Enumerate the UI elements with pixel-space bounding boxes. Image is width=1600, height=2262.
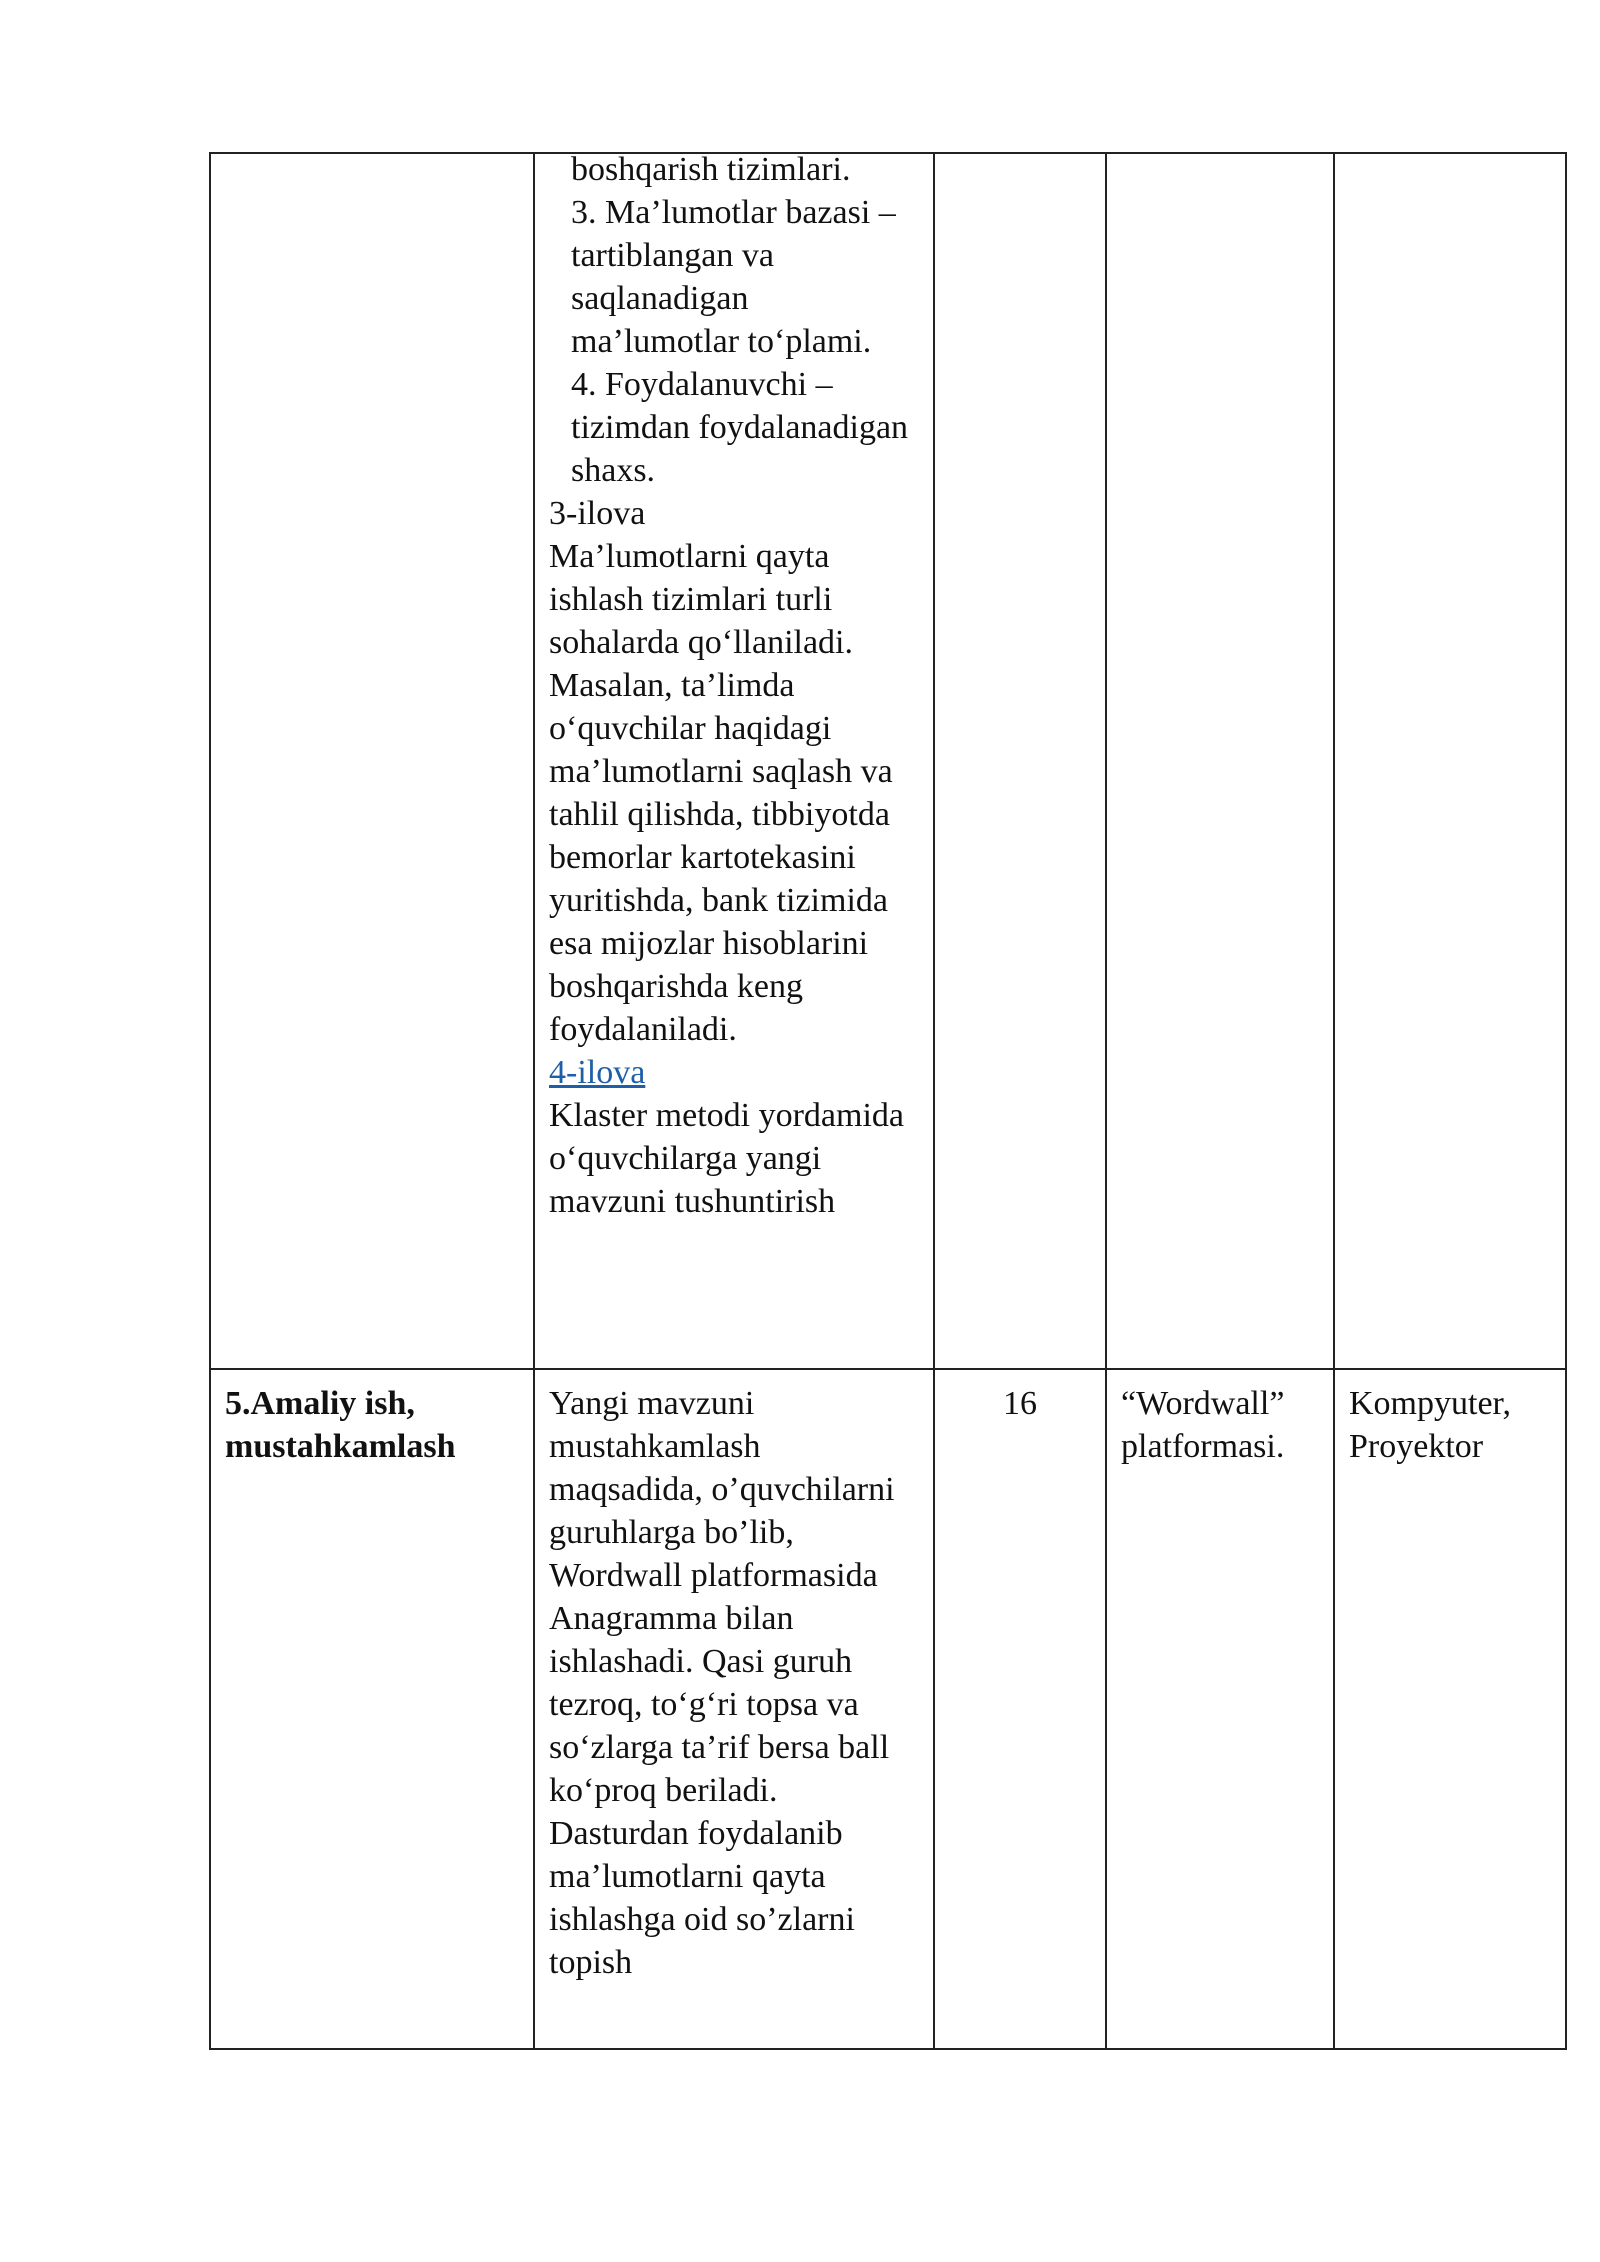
- time-cell: [934, 1369, 1106, 2049]
- appendix-4-text: Klaster metodi yordamida o‘quvchilarga yangi mavzuni tushuntirish: [549, 1097, 905, 1220]
- table-row-practice: [210, 1369, 1566, 2049]
- equipment-cell-empty: [1334, 153, 1566, 1369]
- appendix-3-text: Ma’lumotlarni qayta ishlash tizimlari turli sohalarda qo‘llaniladi. Masalan, ta’limda o‘quvchilar haqidagi ma’lumotlarni saqlash va tahlil qilishda, tibbiyotda bemorlar kartotekasini yuritishda, bank tizimida esa mijozlar hisoblarini boshqarishda keng foydalaniladi.: [549, 538, 893, 1048]
- method-text: “Wordwall” platformasi.: [1121, 1385, 1285, 1465]
- time-minutes: 16: [1003, 1385, 1037, 1422]
- method-cell-empty: [1106, 153, 1334, 1369]
- stage-cell: [210, 1369, 534, 2049]
- content-cell-continued: [534, 153, 934, 1369]
- list-item: 4. Foydalanuvchi – tizimdan foydalanadigan shaxs.: [571, 366, 909, 489]
- method-cell: [1106, 1369, 1334, 2049]
- activity-cell: [534, 1369, 934, 2049]
- table-row-continued: [210, 153, 1566, 1369]
- activity-text: Yangi mavzuni mustahkamlash maqsadida, o’quvchilarni guruhlarga bo’lib, Wordwall platformasida Anagramma bilan ishlashadi. Qasi guruh tezroq, to‘g‘ri topsa va so‘zlarga ta’rif bersa ball ko‘proq beriladi. Dasturdan foydalanib ma’lumotlarni qayta ishlashga oid so’zlarni topish: [549, 1385, 895, 1981]
- list-item: 3. Ma’lumotlar bazasi – tartiblangan va saqlanadigan ma’lumotlar to‘plami.: [571, 194, 896, 360]
- equipment-cell: [1334, 1369, 1566, 2049]
- appendix-4-link[interactable]: 4-ilova: [549, 1054, 646, 1091]
- appendix-3-label: 3-ilova: [549, 495, 646, 532]
- list-item: boshqarish tizimlari.: [571, 151, 851, 188]
- lesson-plan-table: [209, 152, 1567, 2050]
- stage-title: 5.Amaliy ish, mustahkamlash: [225, 1385, 456, 1465]
- equipment-text: Kompyuter, Proyektor: [1349, 1385, 1511, 1465]
- time-cell-empty: [934, 153, 1106, 1369]
- stage-cell-empty: [210, 153, 534, 1369]
